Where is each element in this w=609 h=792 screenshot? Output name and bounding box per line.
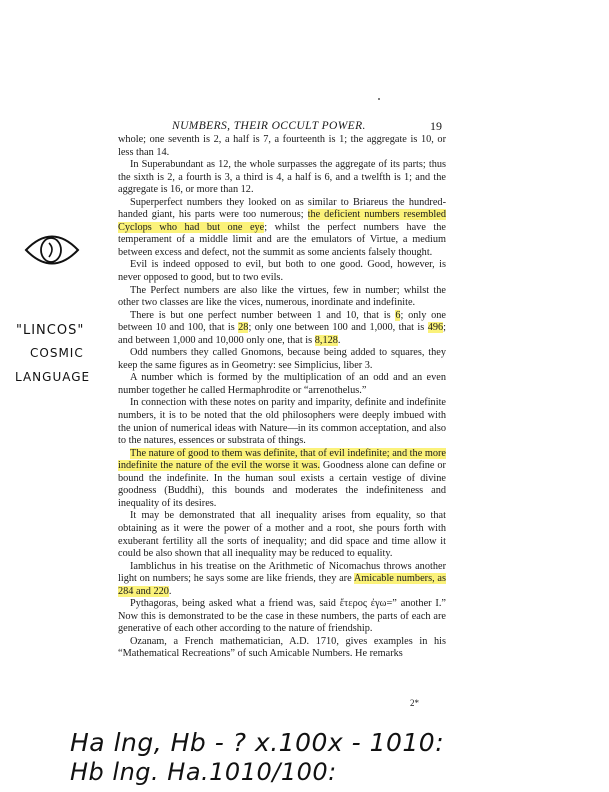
text-run: Goodness alone can define or bound the indefinite. In the human soul exists a certain vestige of divine goodness (Buddhi), this bounds and moderates the indefiniteness and inequality of its desires. [118,460,446,509]
text-run: In Superabundant as 12, the whole surpasses the aggregate of its parts; thus the sixth is 2, a fourth is 3, a third is 4, a half is 6, and a twelfth is 1; and the aggregate is 16, or more than 12. [118,159,446,196]
text-run: There is but one perfect number between 1 and 10, that is [130,309,396,321]
text-run: ; only one between 100 and 1,000, that is [248,322,428,334]
text-run: ; and between 1,000 and 10,000 only one, that is [118,322,447,346]
paragraph [118,347,446,372]
page-number: 19 [430,119,442,133]
text-run: In connection with these notes on parity and imparity, definite and indefinite numbers, it is to be noted that the old philosophers were deeply imbued with the union of numerical ideas with Nature—in its common acceptation, and also to the natures, essences or substrata of things. [118,397,446,447]
text-run: ; only one between 10 and 100, that is [118,309,446,334]
text-run: A number which is formed by the multiplication of an odd and an even number together he called Hermaphrodite or “arrenothelus.” [118,372,446,396]
paragraph [118,197,446,260]
paragraph [118,397,446,447]
highlighted-text: Amicable numbers, as 284 and 220 [118,573,446,597]
paragraph [118,510,446,560]
paragraph [118,285,446,310]
highlighted-text: the deficient numbers resembled Cyclops who had but one eye [118,209,446,233]
paragraph [118,636,446,661]
paragraph [118,159,446,197]
body-text [118,134,446,661]
handwritten-note: LANGUAGE [15,370,91,384]
text-run: . [337,334,341,346]
text-run: Odd numbers they called Gnomons, because being added to squares, they keep the same figures as in Geometry: see Simplicius, liber 3. [118,347,446,371]
text-run: . [168,585,172,597]
text-run: It may be demonstrated that all inequality arises from equality, so that obtaining as it were the power of a mother and a root, she pours forth with exuberant fertility all the sorts of inequality; and did space and time allow it could be also shown that all inequality may be reduced to equality. [118,510,446,560]
paragraph [118,310,446,348]
text-run: Superperfect numbers they looked on as similar to Briareus the hundred-handed giant, his parts were too numerous; [118,196,446,221]
highlighted-text: The nature of good to them was definite, that of evil indefinite; and the more indefinite the nature of the evil the worse it was. [118,447,446,472]
highlighted-number: 496 [427,322,444,334]
text-run: Pythagoras, being asked what a friend was, said ἕτερος ἐγω=” another I.” Now this is demonstrated to be the case in these numbers, the parts of each are generative of each other according to the nature of friendship. [118,598,446,635]
highlighted-number: 6 [395,309,401,321]
signature-mark: 2* [410,698,419,708]
speck [378,98,380,100]
paragraph [118,259,446,284]
text-run: ; whilst the perfect numbers have the temperament of a middle limit and are the emulators of Virtue, a medium between excess and defect, not the summit as some ancients falsely thought. [118,221,446,258]
text-run: whole; one seventh is 2, a half is 7, a fourteenth is 1; the aggregate is 10, or less than 14. [118,134,446,158]
running-head: NUMBERS, THEIR OCCULT POWER. [172,120,366,132]
eye-icon [22,225,82,275]
paragraph [118,372,446,397]
handwritten-formula: Hb lng. Ha.1010/100: [70,758,337,786]
paragraph [118,561,446,599]
handwritten-note: COSMIC [30,346,84,360]
text-run: Evil is indeed opposed to evil, but both to one good. Good, however, is never opposed to good, but to two evils. [118,259,446,284]
highlighted-number: 8,128 [314,334,338,346]
text-run: Ozanam, a French mathematician, A.D. 1710, gives examples in his “Mathematical Recreations” of such Amicable Numbers. He remarks [118,635,446,660]
highlighted-number: 28 [238,322,249,334]
handwritten-formula: Ha lng, Hb - ? x.100x - 1010: [70,728,445,757]
text-run: The Perfect numbers are also like the virtues, few in number; whilst the other two classes are like the vices, numerous, inordinate and indefinite. [118,284,446,309]
handwritten-note: "LINCOS" [16,323,85,338]
paragraph [118,448,446,511]
paragraph [118,598,446,636]
text-run: Iamblichus in his treatise on the Arithmetic of Nicomachus throws another light on numbers; he says some are like friends, they are [118,560,446,585]
paragraph [118,134,446,159]
